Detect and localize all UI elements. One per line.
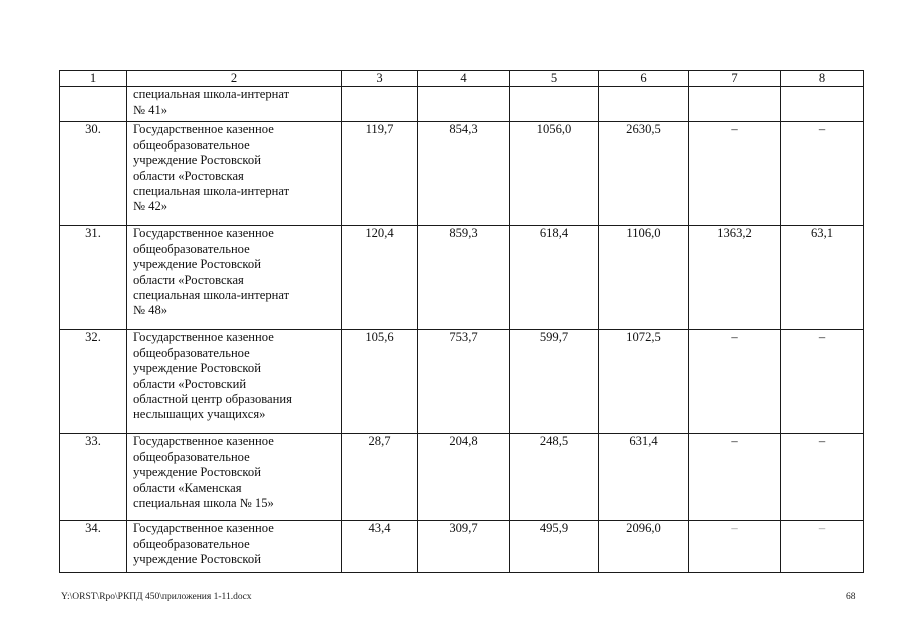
header-cell-8: 8 <box>781 71 864 87</box>
value-col-7: – <box>689 521 781 573</box>
row-number: 34. <box>60 521 127 573</box>
institution-name: специальная школа-интернат № 41» <box>127 87 342 122</box>
row-number: 30. <box>60 122 127 226</box>
row-number: 31. <box>60 226 127 330</box>
value-col-7 <box>689 87 781 122</box>
page-number: 68 <box>846 592 856 602</box>
row-number <box>60 87 127 122</box>
header-cell-3: 3 <box>342 71 418 87</box>
institution-name: Государственное казенное общеобразовательное учреждение Ростовской <box>127 521 342 573</box>
value-col-8: 63,1 <box>781 226 864 330</box>
value-col-7: – <box>689 330 781 434</box>
value-col-8 <box>781 87 864 122</box>
table-row <box>60 521 864 573</box>
header-cell-2: 2 <box>127 71 342 87</box>
value-col-4: 753,7 <box>418 330 510 434</box>
value-col-3: 43,4 <box>342 521 418 573</box>
value-col-5: 495,9 <box>510 521 599 573</box>
value-col-3: 28,7 <box>342 434 418 521</box>
footer-file-path: Y:\ORST\Rpo\РКПД 450\приложения 1-11.docx <box>61 592 252 602</box>
value-col-6: 2630,5 <box>599 122 689 226</box>
value-col-8: – <box>781 122 864 226</box>
institution-name: Государственное казенное общеобразовательное учреждение Ростовской области «Ростовский областной центр образования неслышащих учащихся» <box>127 330 342 434</box>
value-col-4: 859,3 <box>418 226 510 330</box>
value-col-6 <box>599 87 689 122</box>
header-cell-6: 6 <box>599 71 689 87</box>
table-row <box>60 434 864 521</box>
header-row <box>60 71 864 87</box>
value-col-5 <box>510 87 599 122</box>
table-row <box>60 87 864 122</box>
value-col-6: 631,4 <box>599 434 689 521</box>
value-col-7: 1363,2 <box>689 226 781 330</box>
value-col-4: 204,8 <box>418 434 510 521</box>
value-col-8: – <box>781 330 864 434</box>
header-cell-1: 1 <box>60 71 127 87</box>
row-number: 32. <box>60 330 127 434</box>
value-col-5: 248,5 <box>510 434 599 521</box>
table-row <box>60 330 864 434</box>
table-row <box>60 122 864 226</box>
value-col-4: 854,3 <box>418 122 510 226</box>
institution-name: Государственное казенное общеобразовательное учреждение Ростовской области «Ростовская специальная школа-интернат № 42» <box>127 122 342 226</box>
header-cell-7: 7 <box>689 71 781 87</box>
header-cell-5: 5 <box>510 71 599 87</box>
value-col-3 <box>342 87 418 122</box>
value-col-6: 1072,5 <box>599 330 689 434</box>
value-col-6: 1106,0 <box>599 226 689 330</box>
value-col-3: 105,6 <box>342 330 418 434</box>
header-cell-4: 4 <box>418 71 510 87</box>
value-col-6: 2096,0 <box>599 521 689 573</box>
value-col-3: 119,7 <box>342 122 418 226</box>
value-col-4 <box>418 87 510 122</box>
row-number: 33. <box>60 434 127 521</box>
value-col-5: 618,4 <box>510 226 599 330</box>
data-table <box>59 70 864 573</box>
value-col-5: 1056,0 <box>510 122 599 226</box>
value-col-7: – <box>689 434 781 521</box>
institution-name: Государственное казенное общеобразовательное учреждение Ростовской области «Ростовская специальная школа-интернат № 48» <box>127 226 342 330</box>
value-col-5: 599,7 <box>510 330 599 434</box>
table-row <box>60 226 864 330</box>
value-col-7: – <box>689 122 781 226</box>
value-col-8: – <box>781 521 864 573</box>
value-col-8: – <box>781 434 864 521</box>
value-col-4: 309,7 <box>418 521 510 573</box>
value-col-3: 120,4 <box>342 226 418 330</box>
institution-name: Государственное казенное общеобразовательное учреждение Ростовской области «Каменская специальная школа № 15» <box>127 434 342 521</box>
